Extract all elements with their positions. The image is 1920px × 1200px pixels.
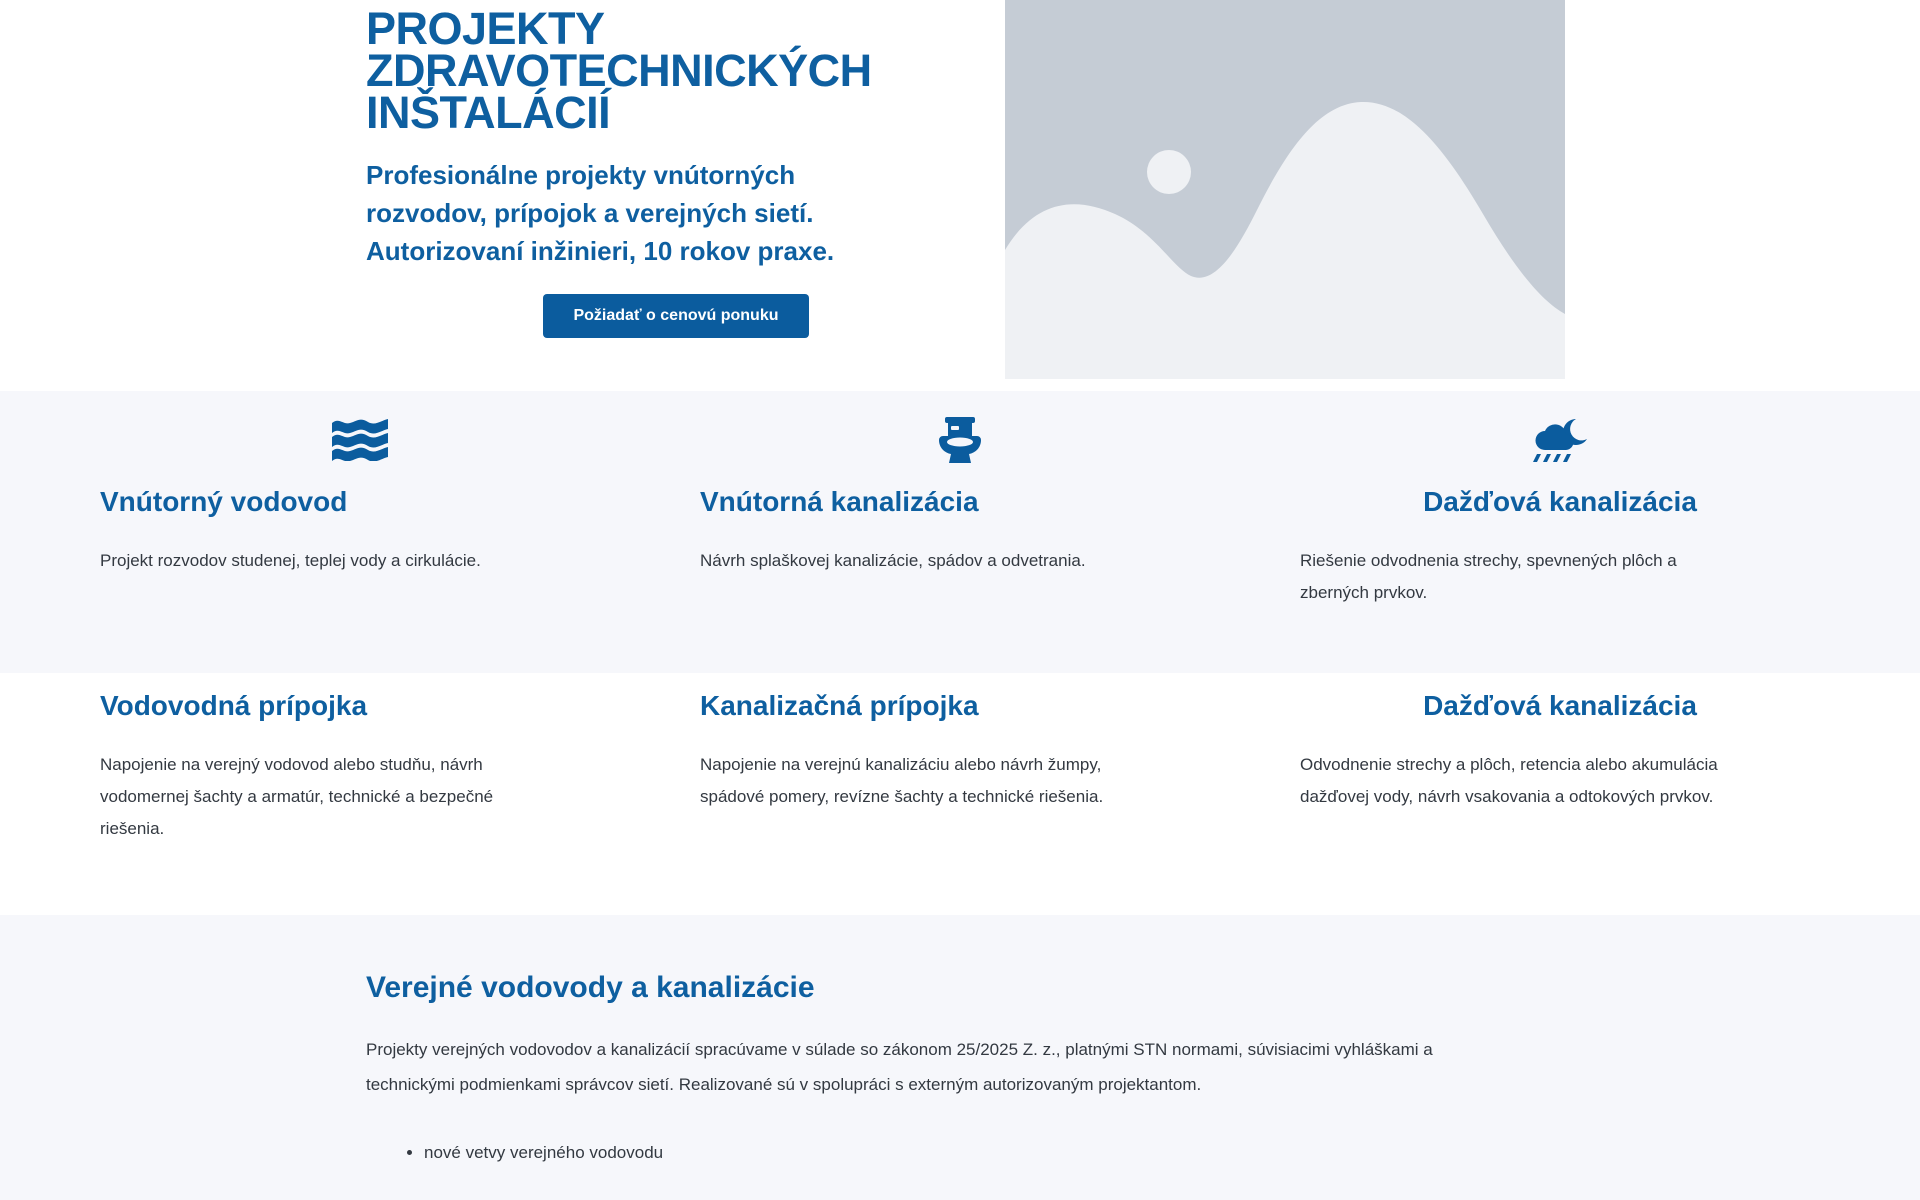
feature-description: Návrh splaškovej kanalizácie, spádov a odvetrania. (700, 551, 1086, 570)
hero-title-line-3: INŠTALÁCIÍ (366, 87, 611, 138)
feature-title: Vnútorný vodovod (100, 486, 348, 517)
feature-title: Dažďová kanalizácia (1423, 486, 1697, 517)
hero-cta-wrapper (366, 294, 986, 338)
feature-card-rain-drainage (1260, 673, 1860, 845)
public-networks-container (366, 970, 1566, 1174)
features-band-secondary (0, 673, 1920, 915)
hero-title-line-1: PROJEKTY (366, 3, 605, 54)
public-networks-section (0, 915, 1920, 1200)
hero-container (366, 0, 1566, 391)
features-grid-row-1 (60, 391, 1860, 609)
feature-card-rain-sewer (1260, 391, 1860, 609)
page-title (366, 3, 986, 138)
list-item: • nové vetvy verejného vodovodu (424, 1136, 1566, 1170)
feature-card-sewer-connection (660, 673, 1260, 845)
water-waves-icon (100, 391, 620, 469)
hero-placeholder-image (1005, 0, 1565, 379)
hero-subtitle-line-3: Autorizovaní inžinieri, 10 rokov praxe. (366, 236, 835, 266)
feature-card-interior-water (60, 391, 660, 609)
feature-card-interior-sewer (660, 391, 1260, 609)
feature-description: Projekt rozvodov studenej, teplej vody a cirkulácie. (100, 551, 481, 570)
hero-copy (366, 3, 986, 338)
section-body: Projekty verejných vodovodov a kanalizácií spracúvame v súlade so zákonom 25/2025 Z. z., platnými STN normami, súvisiacimi vyhláškami a technickými podmienkami správcov sietí. Realizované sú v spolupráci s externým autorizovaným projektantom. (366, 1040, 1433, 1094)
toilet-icon (700, 391, 1220, 469)
public-networks-list (366, 1136, 1566, 1170)
placeholder-illustration-icon (1005, 0, 1565, 379)
feature-description: Napojenie na verejný vodovod alebo studňu, návrh vodomernej šachty a armatúr, technické a bezpečné riešenia. (100, 755, 494, 838)
feature-description: Napojenie na verejnú kanalizáciu alebo návrh žumpy, spádové pomery, revízne šachty a technické riešenia. (700, 755, 1104, 806)
feature-description: Riešenie odvodnenia strechy, spevnených plôch a zberných prvkov. (1300, 551, 1677, 602)
feature-card-water-connection (60, 673, 660, 845)
feature-title: Vnútorná kanalizácia (700, 486, 979, 517)
section-title: Verejné vodovody a kanalizácie (366, 971, 815, 1004)
features-band-primary (0, 391, 1920, 673)
sun-icon (1147, 150, 1191, 194)
request-quote-button[interactable]: Požiadať o cenovú ponuku (543, 294, 808, 338)
hero-subtitle (366, 156, 986, 270)
feature-title: Dažďová kanalizácia (1423, 690, 1697, 721)
hero-subtitle-line-2: rozvodov, prípojok a verejných sietí. (366, 198, 814, 228)
hero-subtitle-line-1: Profesionálne projekty vnútorných (366, 160, 796, 190)
feature-description: Odvodnenie strechy a plôch, retencia alebo akumulácia dažďovej vody, návrh vsakovania a odtokových prvkov. (1300, 755, 1718, 806)
feature-title: Kanalizačná prípojka (700, 690, 979, 721)
feature-title: Vodovodná prípojka (100, 690, 368, 721)
hero-title-line-2: ZDRAVOTECHNICKÝCH (366, 45, 872, 96)
rain-cloud-moon-icon (1300, 391, 1820, 469)
hero-section (0, 0, 1920, 391)
features-grid-row-2 (60, 673, 1860, 845)
